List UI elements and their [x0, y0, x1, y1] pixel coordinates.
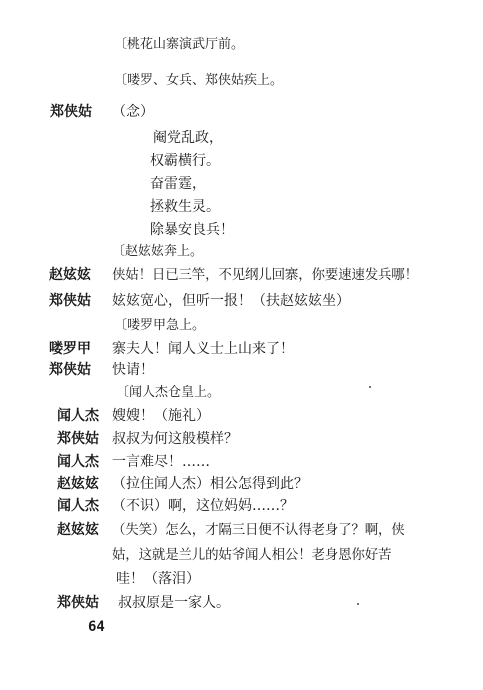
line-19: （不识）啊，这位妈妈……？	[112, 498, 294, 514]
speaker-2: 郑侠姑	[50, 104, 92, 120]
speaker-19: 闻人杰	[57, 498, 99, 514]
speaker-13: 郑侠姑	[49, 362, 91, 378]
line-13: 快请！	[112, 362, 154, 378]
line-22: 哇！（落泪）	[116, 571, 200, 587]
speaker-15: 闻人杰	[57, 408, 99, 424]
speaker-12: 喽罗甲	[49, 341, 91, 357]
speaker-10: 郑侠姑	[49, 293, 91, 309]
line-21: 姑，这就是兰儿的姑爷闻人相公！老身恩你好苦	[112, 547, 392, 563]
line-15: 嫂嫂！（施礼）	[112, 408, 210, 424]
line-16: 叔叔为何这般模样？	[112, 431, 238, 447]
line-8: 〔赵妶妶奔上。	[112, 244, 204, 259]
speaker-9: 赵妶妶	[49, 267, 91, 283]
line-4: 权霸横行。	[150, 153, 220, 169]
speaker-17: 闻人杰	[57, 454, 99, 470]
line-1: 〔喽罗、女兵、郑侠姑疾上。	[114, 73, 284, 88]
speaker-20: 赵妶妶	[57, 522, 99, 538]
line-23: 叔叔原是一家人。	[118, 595, 230, 611]
page-number: 64	[88, 619, 105, 635]
line-17: 一言难尽！……	[112, 454, 210, 470]
line-9: 侠姑！日已三竿，不见纲儿回寨，你要速速发兵哪！	[112, 267, 418, 283]
line-12: 寨夫人！闻人义士上山来了！	[112, 341, 294, 357]
line-7: 除暴安良兵！	[150, 222, 234, 238]
line-11: 〔喽罗甲急上。	[114, 318, 206, 333]
line-2: （念）	[112, 104, 154, 120]
scan-speck	[357, 603, 359, 605]
line-10: 妶妶宽心，但听一报！（扶赵妶妶坐）	[112, 293, 350, 309]
line-5: 奋雷霆，	[150, 176, 206, 192]
line-20: （失笑）怎么，才隔三日便不认得老身了？啊，侠	[112, 522, 405, 538]
scan-speck	[369, 386, 371, 388]
line-3: 阉党乱政，	[153, 130, 223, 146]
line-0: 〔桃花山寨演武厅前。	[114, 37, 245, 52]
speaker-23: 郑侠姑	[57, 595, 99, 611]
line-18: （拉住闻人杰）相公怎得到此？	[112, 476, 308, 492]
line-6: 拯救生灵。	[150, 199, 220, 215]
line-14: 〔闻人杰仓皇上。	[116, 385, 221, 400]
speaker-16: 郑侠姑	[57, 431, 99, 447]
speaker-18: 赵妶妶	[57, 476, 99, 492]
